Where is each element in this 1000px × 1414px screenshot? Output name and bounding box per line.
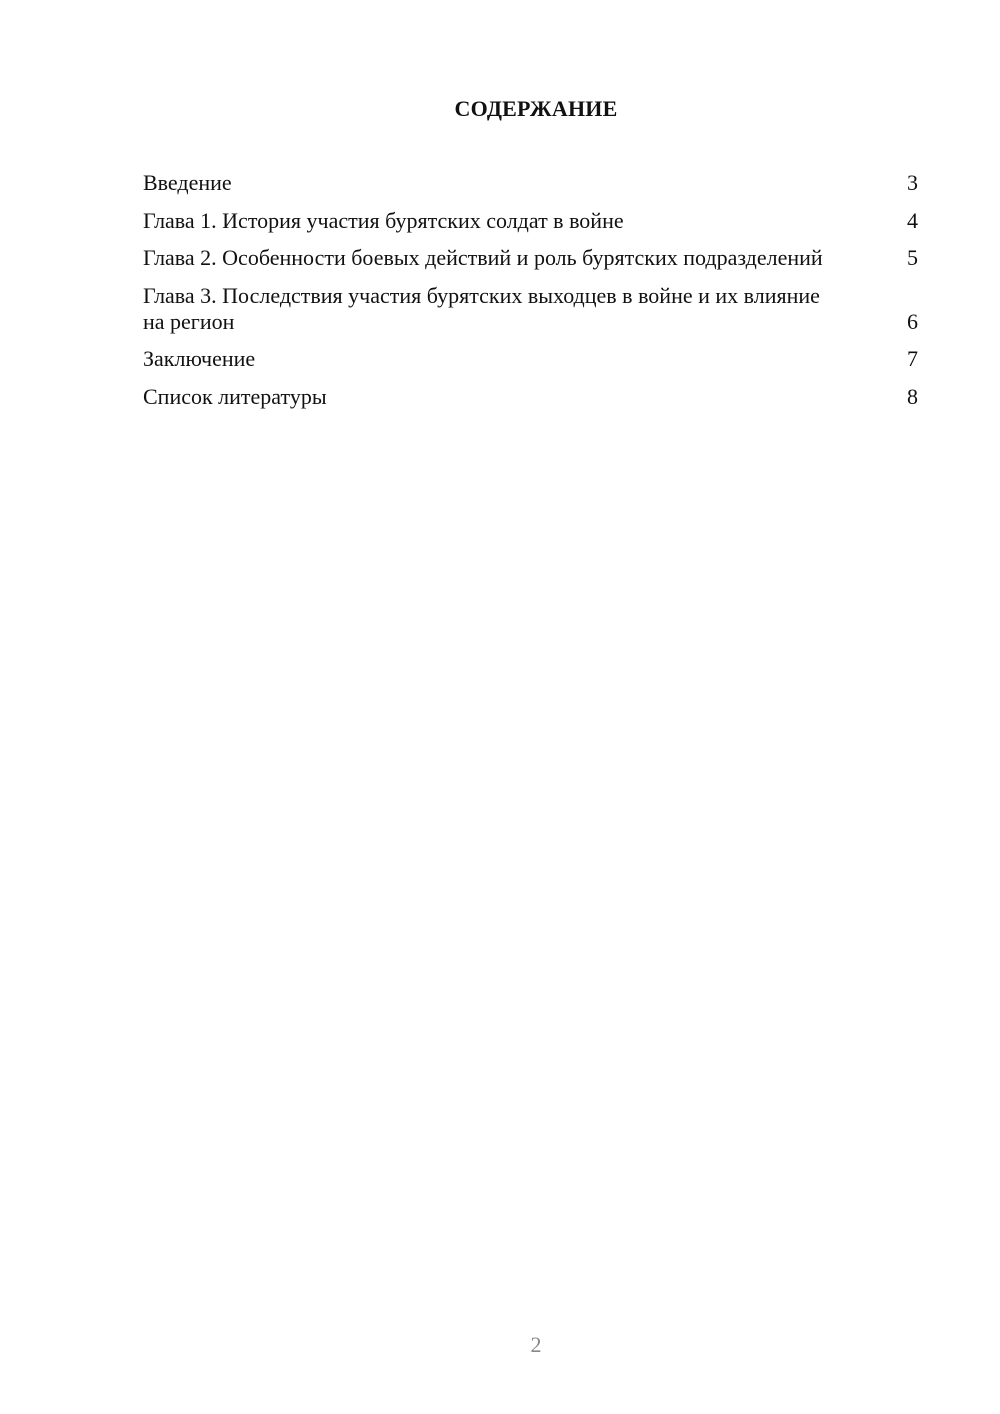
toc-entry-page: 8 (907, 383, 918, 409)
toc-entry-page: 6 (907, 308, 918, 334)
toc-entry-bibliography (143, 384, 918, 410)
toc-entry-introduction (143, 170, 918, 196)
toc-title: СОДЕРЖАНИЕ (454, 96, 618, 121)
toc-entry-text: Список литературы (143, 383, 327, 409)
toc-entry-text: Заключение (143, 346, 256, 371)
table-of-contents (143, 170, 918, 421)
toc-entry-page: 4 (907, 207, 918, 233)
toc-entry-page: 3 (907, 170, 918, 195)
toc-entry-chapter-1 (143, 208, 918, 234)
toc-entry-text: Глава 1. История участия бурятских солдат в войне (143, 207, 624, 233)
toc-entry-chapter-2 (143, 245, 918, 271)
toc-entry-text: Введение (143, 170, 232, 195)
toc-entry-chapter-3 (143, 283, 918, 335)
toc-entry-page: 7 (907, 346, 918, 371)
page-number: 2 (530, 1332, 542, 1357)
toc-entry-text: Глава 2. Особенности боевых действий и роль бурятских подразделений (143, 245, 823, 270)
toc-entry-text: Глава 3. Последствия участия бурятских выходцев в войне и их влияние на регион (143, 282, 820, 334)
toc-entry-page: 5 (907, 245, 918, 270)
toc-entry-conclusion (143, 346, 918, 372)
